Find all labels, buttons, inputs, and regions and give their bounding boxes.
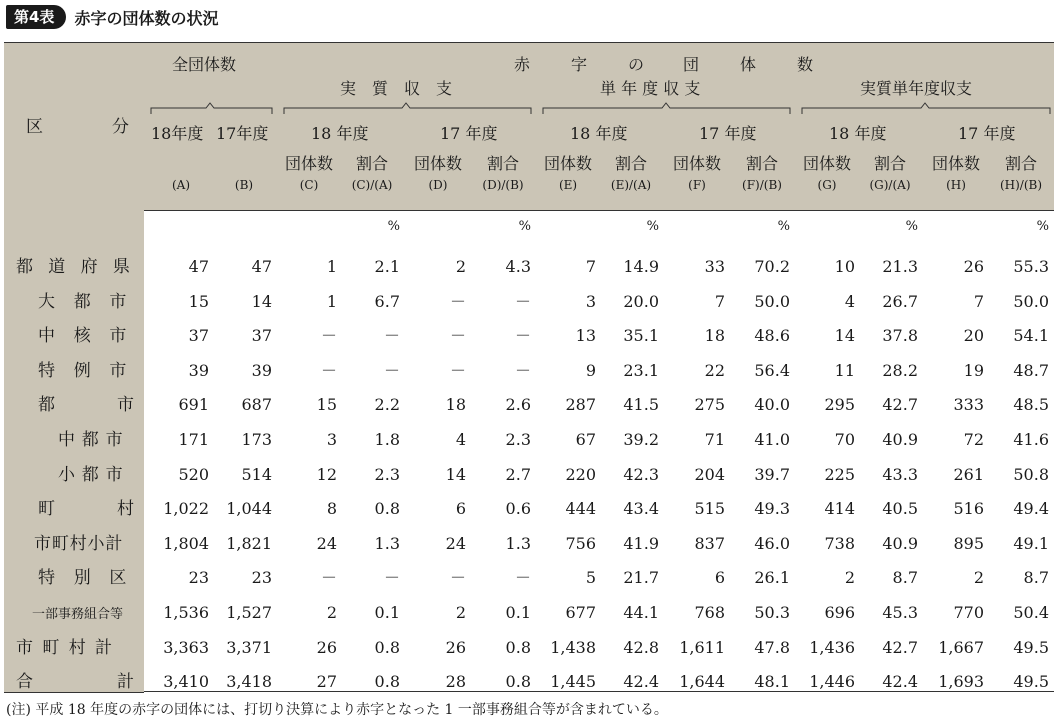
table-cell: － [383,360,400,380]
table-cell: 24 [445,533,466,553]
table-cell: 26 [445,637,466,657]
table-cell: 0.8 [374,499,400,519]
ratio-header: 割合 [355,154,388,173]
table-cell: 37.8 [882,326,918,346]
dantai-count-header: 団体数 [931,154,980,173]
table-cell: 41.0 [754,430,790,449]
ratio-header: 割合 [614,154,647,173]
column-code-label: (E)/(A) [610,178,652,192]
table-cell: 0.1 [505,603,531,622]
table-cell: 173 [241,430,272,449]
table-cell: 45.3 [882,603,918,622]
table-cell: － [514,568,531,588]
kubun-label-1: 区 [26,117,43,137]
table-cell: 48.6 [754,326,790,346]
table-cell: 67 [575,430,596,449]
footnote: (注) 平成 18 年度の赤字の団体には、打切り決算により赤字となった 1 一部事務組合等が含まれている。 [6,702,668,718]
table-cell: 768 [694,603,725,622]
table-cell: 19 [963,360,984,380]
tannendo-shushi-header: 単 年 度 収 支 [600,79,701,98]
zen-dantai-header: 全団体数 [172,55,237,74]
table-cell: － [320,326,337,346]
table-cell: 2 [455,603,466,622]
table-cell: 2.1 [374,257,400,276]
table-cell: 41.6 [1013,430,1049,449]
table-title-text: 赤字の団体数の状況 [74,8,219,28]
akaji-header-4: 団 [683,55,700,74]
table-title [6,4,218,30]
table-cell: 0.1 [374,603,400,622]
table-cell: 1,804 [163,533,209,553]
table-cell: 47 [188,257,209,276]
table-cell: 40.5 [882,499,918,519]
table-cell: 56.4 [754,360,790,380]
table-cell: － [514,326,531,346]
table-cell: 6 [714,568,725,588]
table-cell: 2 [973,568,984,588]
table-cell: 39 [251,360,272,380]
table-cell: 677 [565,603,596,622]
percent-unit: % [518,219,531,234]
table-cell: 204 [694,464,725,484]
row-label: 都道府県 [16,257,146,277]
row-label-char: 村 [117,499,134,520]
table-cell: 14 [834,326,855,346]
column-code-label: (B) [234,178,254,192]
table-cell: 42.3 [623,464,659,484]
brace-tannendo [543,103,790,114]
table-cell: 70 [834,430,855,449]
row-label: 市町村計 [16,637,122,658]
table-cell: 49.4 [1013,499,1049,519]
table-cell: 26 [316,637,337,657]
table-cell: 22 [704,360,725,380]
table-cell: － [449,568,466,588]
table-cell: 1,536 [163,603,209,622]
table-cell: 5 [585,568,596,588]
table-cell: 8 [326,499,337,519]
table-cell: 3,410 [163,672,209,692]
table-cell: 1,527 [226,603,272,622]
table-cell: 10 [834,257,855,276]
table-cell: 2.2 [374,395,400,415]
table-cell: 50.4 [1013,603,1049,622]
table-cell: 23 [188,568,209,588]
table-cell: 50.0 [754,291,790,311]
column-code-label: (D)/(B) [482,178,524,192]
year-17-jt: 17 年度 [958,124,1016,143]
table-cell: 71 [704,430,725,449]
table-cell: 2 [844,568,855,588]
table-cell: 49.5 [1013,672,1049,692]
table-cell: 687 [241,395,272,415]
table-cell: 515 [694,499,725,519]
table-cell: 15 [188,291,209,311]
akaji-header-6: 数 [797,55,814,74]
table-cell: 26.7 [882,291,918,311]
table-cell: 21.7 [623,568,659,588]
table-cell: 43.3 [882,464,918,484]
column-code-label: (D) [428,178,448,192]
table-cell: 696 [824,603,855,622]
table-cell: 1,667 [938,637,984,657]
row-label: 一部事務組合等 [32,607,124,622]
table-cell: － [514,291,531,311]
table-cell: 42.4 [623,672,659,692]
table-cell: 7 [973,291,984,311]
table-cell: 18 [704,326,725,346]
table-cell: 1.8 [374,430,400,449]
table-cell: 14 [251,291,272,311]
table-cell: 8.7 [1023,568,1049,588]
row-label-char: 都 [38,395,55,416]
table-cell: 43.4 [623,499,659,519]
table-cell: 12 [316,464,337,484]
table-cell: 516 [953,499,984,519]
table-cell: 40.0 [754,395,790,415]
table-cell: 895 [953,533,984,553]
row-label [16,396,134,414]
row-label-char: 町 [38,499,55,520]
row-label [16,673,134,691]
table-cell: 3 [585,291,596,311]
table-cell: 48.7 [1013,360,1049,380]
table-cell: 42.7 [882,395,918,415]
table-cell: 20 [963,326,984,346]
row-label: 中核市 [38,326,146,347]
table-cell: 40.9 [882,430,918,449]
table-cell: 333 [953,395,984,415]
table-cell: 47.8 [754,637,790,657]
row-label: 大都市 [38,291,146,312]
table-cell: － [383,568,400,588]
ratio-header: 割合 [1004,154,1037,173]
table-cell: 6 [455,499,466,519]
table-cell: 1 [326,257,337,276]
column-code-label: (C)/(A) [351,178,393,192]
table-cell: 2 [326,603,337,622]
dantai-count-header: 団体数 [802,154,851,173]
table-cell: 18 [445,395,466,415]
table-cell: 2 [455,257,466,276]
year-18-tannendo: 18 年度 [570,124,628,143]
table-cell: 33 [704,257,725,276]
table-cell: 48.1 [754,672,790,692]
table-cell: 514 [241,464,272,484]
header-braces [4,42,1054,122]
year-18-jisshitsu: 18 年度 [311,124,369,143]
column-code-label: (F) [688,178,706,192]
table-cell: 39.7 [754,464,790,484]
table-cell: 37 [251,326,272,346]
table-cell: 1.3 [505,533,531,553]
table-cell: 50.0 [1013,291,1049,311]
table-cell: 7 [585,257,596,276]
year-17-tannendo: 17 年度 [699,124,757,143]
table-cell: 225 [824,464,855,484]
table-cell: 1,044 [226,499,272,519]
table-cell: － [449,326,466,346]
table-cell: 738 [824,533,855,553]
table-cell: 171 [178,430,209,449]
table-cell: 444 [565,499,596,519]
table-cell: － [449,360,466,380]
table-cell: 1.3 [374,533,400,553]
row-label [16,500,134,518]
table-cell: 39.2 [623,430,659,449]
table-cell: 20.0 [623,291,659,311]
column-code-label: (G)/(A) [869,178,911,192]
brace-jisshitsu [284,103,531,114]
percent-unit: % [387,219,400,234]
table-cell: 0.8 [505,672,531,692]
year-17-jisshitsu: 17 年度 [440,124,498,143]
column-code-label: (C) [299,178,319,192]
table-cell: 49.1 [1013,533,1049,553]
ratio-header: 割合 [873,154,906,173]
table-cell: － [383,326,400,346]
table-cell: 23.1 [623,360,659,380]
table-cell: － [320,360,337,380]
table-cell: 70.2 [754,257,790,276]
table-cell: 1,022 [163,499,209,519]
table-cell: 48.5 [1013,395,1049,415]
table-cell: 0.8 [374,672,400,692]
table-cell: 770 [953,603,984,622]
table-cell: 21.3 [882,257,918,276]
kubun-label-2: 分 [112,117,129,137]
table-cell: 28 [445,672,466,692]
akaji-header-5: 体 [740,55,757,74]
table-cell: 0.8 [374,637,400,657]
column-code-label: (G) [817,178,837,192]
table-cell: 49.5 [1013,637,1049,657]
table-cell: 47 [251,257,272,276]
table-cell: 2.6 [505,395,531,415]
table-cell: 35.1 [623,326,659,346]
brace-jt [802,103,1050,114]
year-18-jt: 18 年度 [829,124,887,143]
table-cell: 55.3 [1013,257,1049,276]
table-cell: － [514,360,531,380]
row-label: 特別区 [38,568,146,589]
table-cell: 1,644 [679,672,725,692]
table-cell: 9 [585,360,596,380]
table-cell: － [449,291,466,311]
table-cell: 7 [714,291,725,311]
table-cell: 8.7 [892,568,918,588]
row-label: 中都市 [58,430,130,450]
table-cell: 72 [963,430,984,449]
table-cell: 1,693 [938,672,984,692]
table-cell: 42.4 [882,672,918,692]
row-label-char: 市 [117,395,134,416]
row-label: 特例市 [38,360,146,381]
year-18-zen: 18年度 [151,124,204,143]
table-cell: 11 [834,360,855,380]
table-cell: 42.8 [623,637,659,657]
table-cell: 44.1 [623,603,659,622]
table-cell: 41.5 [623,395,659,415]
column-code-label: (A) [171,178,191,192]
table-cell: 14.9 [623,257,659,276]
row-label-char: 合 [16,672,33,693]
akaji-header-3: の [628,55,645,74]
table-cell: 1,438 [550,637,596,657]
table-cell: 275 [694,395,725,415]
table-cell: 3,418 [226,672,272,692]
table-cell: 4.3 [505,257,531,276]
table-cell: 13 [575,326,596,346]
table-cell: 837 [694,533,725,553]
table-cell: 15 [316,395,337,415]
table-cell: 46.0 [754,533,790,553]
data-table [4,42,1054,692]
column-code-label: (H)/(B) [999,178,1043,192]
table-cell: 1,446 [809,672,855,692]
table-cell: 37 [188,326,209,346]
table-cell: 42.7 [882,637,918,657]
table-cell: 4 [844,291,855,311]
table-cell: 2.3 [505,430,531,449]
table-cell: 756 [565,533,596,553]
table-cell: 3 [326,430,337,449]
table-number-badge: 第4表 [6,5,66,29]
table-cell: 1 [326,291,337,311]
table-cell: 54.1 [1013,326,1049,346]
percent-unit: % [905,219,918,234]
percent-unit: % [1036,219,1049,234]
table-cell: 27 [316,672,337,692]
table-cell: 23 [251,568,272,588]
row-label: 小都市 [58,464,130,485]
table-cell: 26 [963,257,984,276]
table-cell: 2.7 [505,464,531,484]
table-cell: 49.3 [754,499,790,519]
dantai-count-header: 団体数 [284,154,333,173]
table-cell: 50.3 [754,603,790,622]
table-cell: 26.1 [754,568,790,588]
table-cell: 24 [316,533,337,553]
table-cell: 40.9 [882,533,918,553]
row-label-char: 計 [117,672,134,693]
table-cell: 3,371 [226,637,272,657]
table-cell: 14 [445,464,466,484]
percent-unit: % [646,219,659,234]
ratio-header: 割合 [486,154,519,173]
table-cell: － [320,568,337,588]
table-cell: 1,821 [226,533,272,553]
table-cell: 295 [824,395,855,415]
brace-zen [151,103,272,114]
table-cell: 520 [178,464,209,484]
dantai-count-header: 団体数 [672,154,721,173]
table-cell: 0.8 [505,637,531,657]
dantai-count-header: 団体数 [543,154,592,173]
table-cell: 220 [565,464,596,484]
table-cell: 28.2 [882,360,918,380]
table-cell: 39 [188,360,209,380]
table-cell: 1,436 [809,637,855,657]
table-cell: 2.3 [374,464,400,484]
akaji-header-2: 字 [571,55,588,74]
table-cell: 6.7 [374,291,400,311]
table-cell: 1,611 [679,637,725,657]
percent-unit: % [777,219,790,234]
ratio-header: 割合 [745,154,778,173]
column-code-label: (E) [558,178,578,192]
table-cell: 4 [455,430,466,449]
row-label: 市町村小計 [34,533,124,554]
table-cell: 3,363 [163,637,209,657]
dantai-count-header: 団体数 [413,154,462,173]
jisshitsu-tannendo-header: 実質単年度収支 [860,79,973,98]
table-cell: 50.8 [1013,464,1049,484]
year-17-zen: 17年度 [216,124,269,143]
column-code-label: (F)/(B) [742,178,782,192]
table-cell: 414 [824,499,855,519]
table-cell: 0.6 [505,499,531,519]
table-cell: 261 [953,464,984,484]
table-cell: 1,445 [550,672,596,692]
column-code-label: (H) [946,178,966,192]
table-cell: 691 [178,395,209,415]
jisshitsu-shushi-header: 実 質 収 支 [340,79,453,98]
akaji-header-1: 赤 [514,55,531,74]
table-cell: 287 [565,395,596,415]
table-cell: 41.9 [623,533,659,553]
